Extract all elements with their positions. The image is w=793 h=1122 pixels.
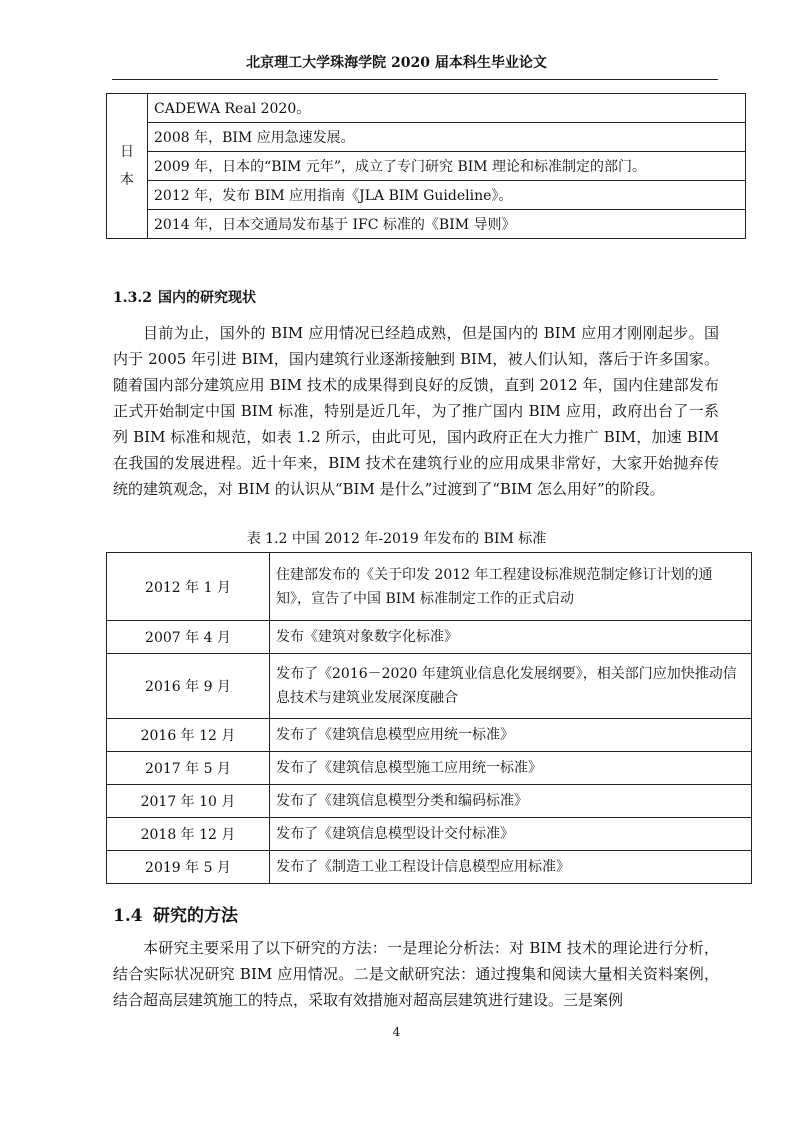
desc-cell: 发布了《建筑信息模型应用统一标准》: [270, 719, 752, 752]
section-number: 1.4: [113, 906, 143, 926]
table-row: [107, 818, 752, 851]
table-row: [107, 785, 752, 818]
body-paragraph: [113, 320, 719, 502]
date-cell: 2007 年 4 月: [107, 621, 270, 654]
table-row: [107, 210, 746, 239]
section-heading-1-4: [113, 901, 238, 926]
section-heading-1-3-2: [113, 287, 256, 307]
table-row: [107, 94, 746, 123]
date-cell: 2017 年 10 月: [107, 785, 270, 818]
table-caption: 表 1.2 中国 2012 年-2019 年发布的 BIM 标准: [246, 531, 547, 547]
bim-standards-table: [106, 552, 752, 884]
desc-cell: 发布了《建筑信息模型施工应用统一标准》: [270, 752, 752, 785]
table-cell: 2012 年，发布 BIM 应用指南《JLA BIM Guideline》。: [148, 181, 746, 210]
table-row: [107, 123, 746, 152]
date-cell: 2019 年 5 月: [107, 851, 270, 884]
section-number: 1.3.2: [113, 290, 152, 306]
table-row: [107, 621, 752, 654]
table-row: [107, 752, 752, 785]
country-char: 本: [120, 172, 134, 188]
page-header: 北京理工大学珠海学院 2020 届本科生毕业论文: [246, 55, 547, 71]
date-cell: 2012 年 1 月: [107, 553, 270, 621]
desc-cell: 发布《建筑对象数字化标准》: [270, 621, 752, 654]
paragraph-text: 目前为止，国外的 BIM 应用情况已经趋成熟，但是国内的 BIM 应用才刚刚起步。国内于 2005 年引进 BIM，国内建筑行业逐渐接触到 BIM，被人们认知，落后于许多国家。随着国内部分建筑应用 BIM 技术的成果得到良好的反馈，直到 2012 年，国内住建部发布正式开始制定中国 BIM 标准，特别是近几年，为了推广国内 BIM 应用，政府出台了一系列 BIM 标准和规范，如表 1.2 所示，由此可见，国内政府正在大力推广 BIM，加速 BIM 在我国的发展进程。近十年来，BIM 技术在建筑行业的应用成果非常好，大家开始抛弃传统的建筑观念，对 BIM 的认识从“BIM 是什么”过渡到了“BIM 怎么用好”的阶段。: [113, 324, 719, 498]
desc-cell: 发布了《建筑信息模型设计交付标准》: [270, 818, 752, 851]
table-cell: CADEWA Real 2020。: [148, 94, 746, 123]
country-cell: [107, 94, 148, 239]
table-cell: 2014 年，日本交通局发布基于 IFC 标准的《BIM 导则》: [148, 210, 746, 239]
table-row: [107, 553, 752, 621]
page-number: 4: [392, 1025, 401, 1039]
country-char: 日: [120, 144, 134, 160]
section-title: 国内的研究现状: [158, 290, 256, 306]
date-cell: 2017 年 5 月: [107, 752, 270, 785]
date-cell: 2016 年 9 月: [107, 654, 270, 719]
table-row: [107, 851, 752, 884]
desc-cell: 发布了《制造工业工程设计信息模型应用标准》: [270, 851, 752, 884]
japan-bim-table: [106, 93, 746, 239]
table-row: [107, 654, 752, 719]
desc-cell: 发布了《2016－2020 年建筑业信息化发展纲要》，相关部门应加快推动信息技术与建筑业发展深度融合: [270, 654, 752, 719]
paragraph-text: 本研究主要采用了以下研究的方法：一是理论分析法：对 BIM 技术的理论进行分析，结合实际状况研究 BIM 应用情况。二是文献研究法：通过搜集和阅读大量相关资料案例，结合超高层建筑施工的特点，采取有效措施对超高层建筑进行建设。三是案例: [113, 939, 719, 1009]
header-rule: [112, 79, 718, 80]
table-row: [107, 719, 752, 752]
table-row: [107, 181, 746, 210]
table-cell: 2009 年，日本的“BIM 元年”，成立了专门研究 BIM 理论和标准制定的部门。: [148, 152, 746, 181]
date-cell: 2018 年 12 月: [107, 818, 270, 851]
desc-cell: 发布了《建筑信息模型分类和编码标准》: [270, 785, 752, 818]
table-row: [107, 152, 746, 181]
table-cell: 2008 年，BIM 应用急速发展。: [148, 123, 746, 152]
desc-cell: 住建部发布的《关于印发 2012 年工程建设标准规范制定修订计划的通知》，宣告了中国 BIM 标准制定工作的正式启动: [270, 553, 752, 621]
body-paragraph: [113, 935, 719, 1013]
date-cell: 2016 年 12 月: [107, 719, 270, 752]
section-title: 研究的方法: [153, 906, 238, 926]
